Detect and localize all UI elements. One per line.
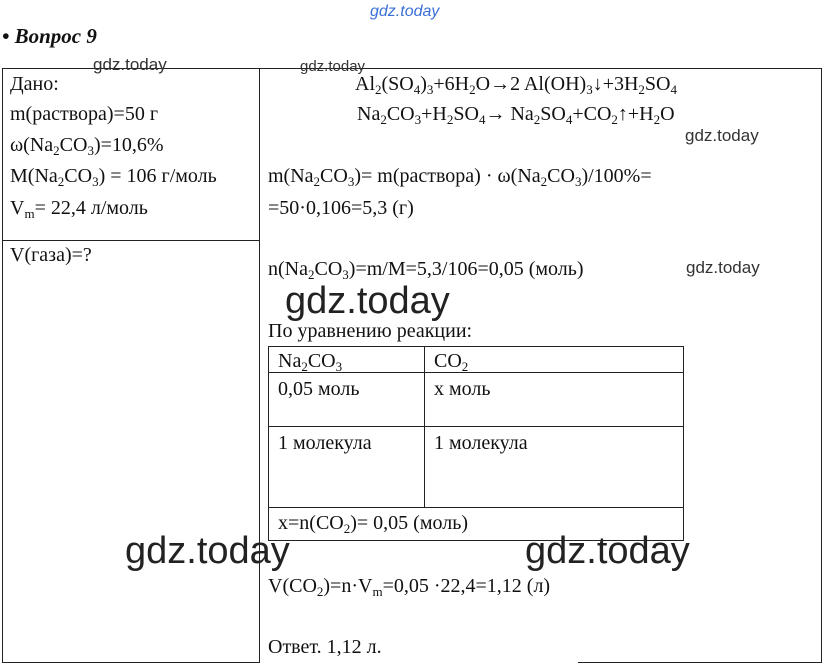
calc-mass-line-2: =50·0,106=5,3 (г) <box>268 197 414 219</box>
watermark: gdz.today <box>686 258 760 277</box>
ratio-cell: 1 молекула <box>278 432 372 454</box>
ratio-header-co2: $CO_2$ <box>434 350 469 374</box>
watermark: gdz.today <box>300 58 366 75</box>
given-heading: Дано: <box>10 73 59 95</box>
answer: Ответ. 1,12 л. <box>268 636 382 658</box>
watermark: gdz.today <box>93 55 167 74</box>
ratio-result: $x=n(CO_2)= 0,05$ (моль) <box>278 512 468 536</box>
ratio-cell: x моль <box>434 378 491 400</box>
calc-moles: $n(Na_2CO_3)=m/M=5,3/106=0,05$ (моль) <box>268 258 584 282</box>
equation-2: $Na_2CO_3+H_2SO_4\to$ $Na_2SO_4+CO_2↑+H_2O$ <box>357 103 675 127</box>
ratio-header-na2co3: $Na_2CO_3$ <box>278 350 343 374</box>
given-molar-mass: $M(Na_2CO_3) = 106$ г/моль <box>10 165 217 189</box>
equation-1: $Al_2(SO_4)_3+6H_2O\to 2$ $Al(OH)_3↓+3H_2SO_4$ <box>355 73 677 97</box>
watermark: gdz.today <box>525 530 690 572</box>
given-solution-mass: m(раствора)=50 г <box>10 103 159 125</box>
given-mass-fraction: $\omega(Na_2CO_3)=10,6\%$ <box>10 134 164 158</box>
ratio-cell: 1 молекула <box>434 432 528 454</box>
given-molar-volume: $V_m= 22,4$ л/моль <box>10 197 148 221</box>
calc-volume: $V(CO_2)=n\cdot V_m=0,05 \cdot 22,4=1,12$ (л) <box>268 575 551 599</box>
watermark: gdz.today <box>285 280 450 322</box>
watermark: gdz.today <box>125 530 290 572</box>
by-equation-label: По уравнению реакции: <box>268 320 473 342</box>
find-quantity: V(газа)=? <box>10 244 92 266</box>
site-logo[interactable]: gdz.today <box>370 3 440 20</box>
question-title: • Вопрос 9 <box>2 24 97 48</box>
calc-mass-line-1: $m(Na_2CO_3)=$ m(раствора) · $\omega(Na_2CO_3)/100\%=$ <box>268 165 652 189</box>
watermark: gdz.today <box>685 126 759 145</box>
ratio-cell: 0,05 моль <box>278 378 360 400</box>
